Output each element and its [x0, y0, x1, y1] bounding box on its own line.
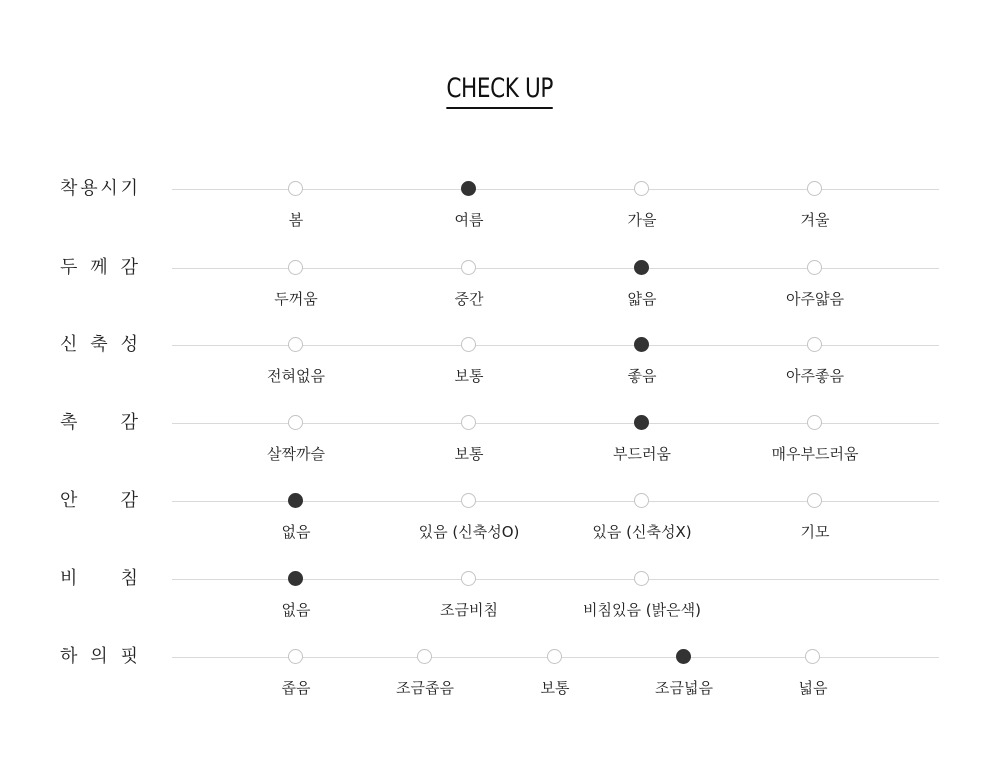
option-label: 두꺼움	[274, 290, 318, 308]
option-label: 기모	[800, 523, 830, 541]
option-label: 조금비침	[440, 601, 498, 619]
checkup-row	[0, 646, 1000, 717]
option-label: 넓음	[798, 679, 828, 697]
option-dot	[461, 337, 476, 352]
option-label: 중간	[454, 290, 484, 308]
row-label-char: 의	[90, 646, 108, 667]
option-dot	[288, 260, 303, 275]
checkup-row	[0, 568, 1000, 639]
option-label: 좋음	[627, 367, 657, 385]
row-label-char: 감	[120, 257, 138, 278]
option-dot	[288, 181, 303, 196]
option-label: 봄	[288, 211, 304, 229]
row-label	[60, 257, 138, 279]
row-label-char: 감	[120, 490, 138, 511]
option-label: 없음	[281, 523, 311, 541]
option-dot	[805, 649, 820, 664]
option-dot	[634, 493, 649, 508]
option-dot	[288, 415, 303, 430]
option-label: 겨울	[800, 211, 830, 229]
checkup-row	[0, 490, 1000, 561]
row-label-char: 침	[120, 568, 138, 589]
page-title-container	[0, 72, 1000, 109]
row-label-char: 하	[60, 646, 78, 667]
option-dot	[461, 260, 476, 275]
option-label: 조금넓음	[655, 679, 713, 697]
row-label-char: 비	[60, 568, 78, 589]
option-dot	[288, 649, 303, 664]
option-dot	[807, 415, 822, 430]
selected-option-dot	[461, 181, 476, 196]
option-label: 좁음	[281, 679, 311, 697]
option-label: 아주좋음	[786, 367, 844, 385]
selected-option-dot	[634, 337, 649, 352]
row-label	[60, 412, 138, 434]
option-label: 부드러움	[613, 445, 671, 463]
option-label: 없음	[281, 601, 311, 619]
option-dot	[461, 571, 476, 586]
row-label-char: 용	[80, 178, 98, 199]
option-dot	[634, 181, 649, 196]
option-label: 보통	[540, 679, 570, 697]
row-label-char: 착	[60, 178, 78, 199]
row-label-char: 축	[90, 334, 108, 355]
option-dot	[807, 260, 822, 275]
checkup-row	[0, 257, 1000, 328]
row-label	[60, 646, 138, 668]
row-label	[60, 568, 138, 590]
selected-option-dot	[634, 260, 649, 275]
option-label: 비침있음 (밝은색)	[583, 601, 701, 619]
option-label: 보통	[454, 367, 484, 385]
option-dot	[288, 337, 303, 352]
row-label-char: 신	[60, 334, 78, 355]
option-dot	[807, 337, 822, 352]
row-label-char: 시	[100, 178, 118, 199]
row-label	[60, 334, 138, 356]
checkup-row	[0, 334, 1000, 405]
option-dot	[807, 181, 822, 196]
option-label: 조금좁음	[396, 679, 454, 697]
selected-option-dot	[288, 571, 303, 586]
option-dot	[807, 493, 822, 508]
row-label-char: 촉	[60, 412, 78, 433]
selected-option-dot	[676, 649, 691, 664]
option-dot	[547, 649, 562, 664]
option-label: 아주얇음	[786, 290, 844, 308]
selected-option-dot	[634, 415, 649, 430]
option-label: 매우부드러움	[771, 445, 859, 463]
option-label: 얇음	[627, 290, 657, 308]
option-label: 있음 (신축성X)	[592, 523, 692, 541]
row-label	[60, 490, 138, 512]
option-dot	[634, 571, 649, 586]
option-label: 보통	[454, 445, 484, 463]
option-label: 전혀없음	[267, 367, 325, 385]
option-dot	[461, 493, 476, 508]
row-label-char: 안	[60, 490, 78, 511]
row-label-char: 핏	[120, 646, 138, 667]
option-label: 가을	[627, 211, 657, 229]
option-label: 있음 (신축성O)	[418, 523, 520, 541]
row-label	[60, 178, 138, 200]
option-label: 여름	[454, 211, 484, 229]
selected-option-dot	[288, 493, 303, 508]
checkup-row	[0, 178, 1000, 249]
option-label: 살짝까슬	[267, 445, 325, 463]
row-label-char: 두	[60, 257, 78, 278]
page-title: CHECK UP	[447, 72, 554, 109]
option-dot	[417, 649, 432, 664]
row-label-char: 께	[90, 257, 108, 278]
option-dot	[461, 415, 476, 430]
row-label-char: 감	[120, 412, 138, 433]
row-label-char: 기	[120, 178, 138, 199]
row-label-char: 성	[120, 334, 138, 355]
checkup-row	[0, 412, 1000, 483]
